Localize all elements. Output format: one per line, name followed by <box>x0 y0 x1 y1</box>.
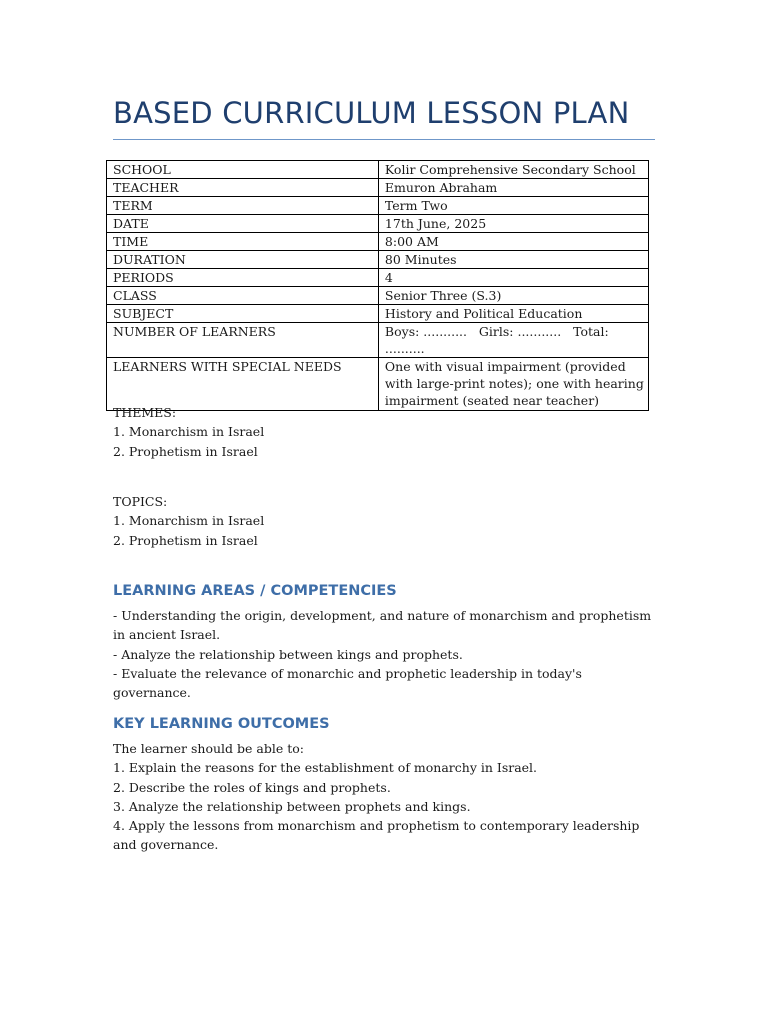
themes-label: THEMES: <box>113 405 177 420</box>
info-row <box>107 251 649 269</box>
info-value-cell: One with visual impairment (provided with large-print notes); one with hearing impairment (seated near teacher) <box>378 358 648 411</box>
themes-item: 2. Prophetism in Israel <box>113 443 258 459</box>
info-label-cell: DURATION <box>107 251 379 269</box>
info-value-cell: 80 Minutes <box>378 251 648 269</box>
info-row <box>107 269 649 287</box>
info-label-cell: NUMBER OF LEARNERS <box>107 323 379 358</box>
info-label-cell: CLASS <box>107 287 379 305</box>
info-label-cell: DATE <box>107 215 379 233</box>
competencies-section <box>113 606 658 702</box>
info-row <box>107 215 649 233</box>
info-row <box>107 305 649 323</box>
title-divider <box>113 139 655 140</box>
info-label-cell: SCHOOL <box>107 161 379 179</box>
info-value-cell: Kolir Comprehensive Secondary School <box>378 161 648 179</box>
info-value-cell: 4 <box>378 269 648 287</box>
info-label-cell: TIME <box>107 233 379 251</box>
info-row <box>107 161 649 179</box>
outcomes-section <box>113 739 658 855</box>
info-row <box>107 197 649 215</box>
competency-item: - Understanding the origin, development, and nature of monarchism and prophetism in ancient Israel. <box>113 608 652 643</box>
info-value-cell: 17th June, 2025 <box>378 215 648 233</box>
topics-item: 2. Prophetism in Israel <box>113 532 258 548</box>
info-value-cell: History and Political Education <box>378 305 648 323</box>
info-value-cell: Term Two <box>378 197 648 215</box>
info-value-cell: 8:00 AM <box>378 233 648 251</box>
lesson-info-table <box>106 160 649 411</box>
outcome-item: 1. Explain the reasons for the establishment of monarchy in Israel. <box>113 760 538 776</box>
competencies-heading: LEARNING AREAS / COMPETENCIES <box>113 583 397 599</box>
topics-label: TOPICS: <box>113 494 168 509</box>
outcomes-intro: The learner should be able to: <box>113 741 304 756</box>
topics-item: 1. Monarchism in Israel <box>113 513 265 529</box>
page-title: BASED CURRICULUM LESSON PLAN <box>113 96 630 130</box>
outcome-item: 3. Analyze the relationship between prophets and kings. <box>113 798 471 814</box>
info-label-cell: LEARNERS WITH SPECIAL NEEDS <box>107 358 379 411</box>
info-row <box>107 323 649 358</box>
outcomes-heading: KEY LEARNING OUTCOMES <box>113 716 330 732</box>
info-value-cell: Emuron Abraham <box>378 179 648 197</box>
info-row <box>107 179 649 197</box>
info-value-cell: Senior Three (S.3) <box>378 287 648 305</box>
info-label-cell: PERIODS <box>107 269 379 287</box>
themes-item: 1. Monarchism in Israel <box>113 424 265 440</box>
competency-item: - Evaluate the relevance of monarchic and prophetic leadership in today's governance. <box>113 665 582 701</box>
topics-section <box>113 492 658 550</box>
info-row <box>107 233 649 251</box>
outcome-item: 2. Describe the roles of kings and prophets. <box>113 779 391 795</box>
info-label-cell: TEACHER <box>107 179 379 197</box>
info-label-cell: SUBJECT <box>107 305 379 323</box>
themes-section <box>113 403 658 461</box>
info-value-cell: Boys: ........... Girls: ........... Total: .......... <box>378 323 648 358</box>
outcome-item: 4. Apply the lessons from monarchism and prophetism to contemporary leadership and governance. <box>113 818 640 853</box>
lesson-info-table-body <box>107 161 649 411</box>
info-row <box>107 287 649 305</box>
info-label-cell: TERM <box>107 197 379 215</box>
competency-item: - Analyze the relationship between kings and prophets. <box>113 646 463 662</box>
